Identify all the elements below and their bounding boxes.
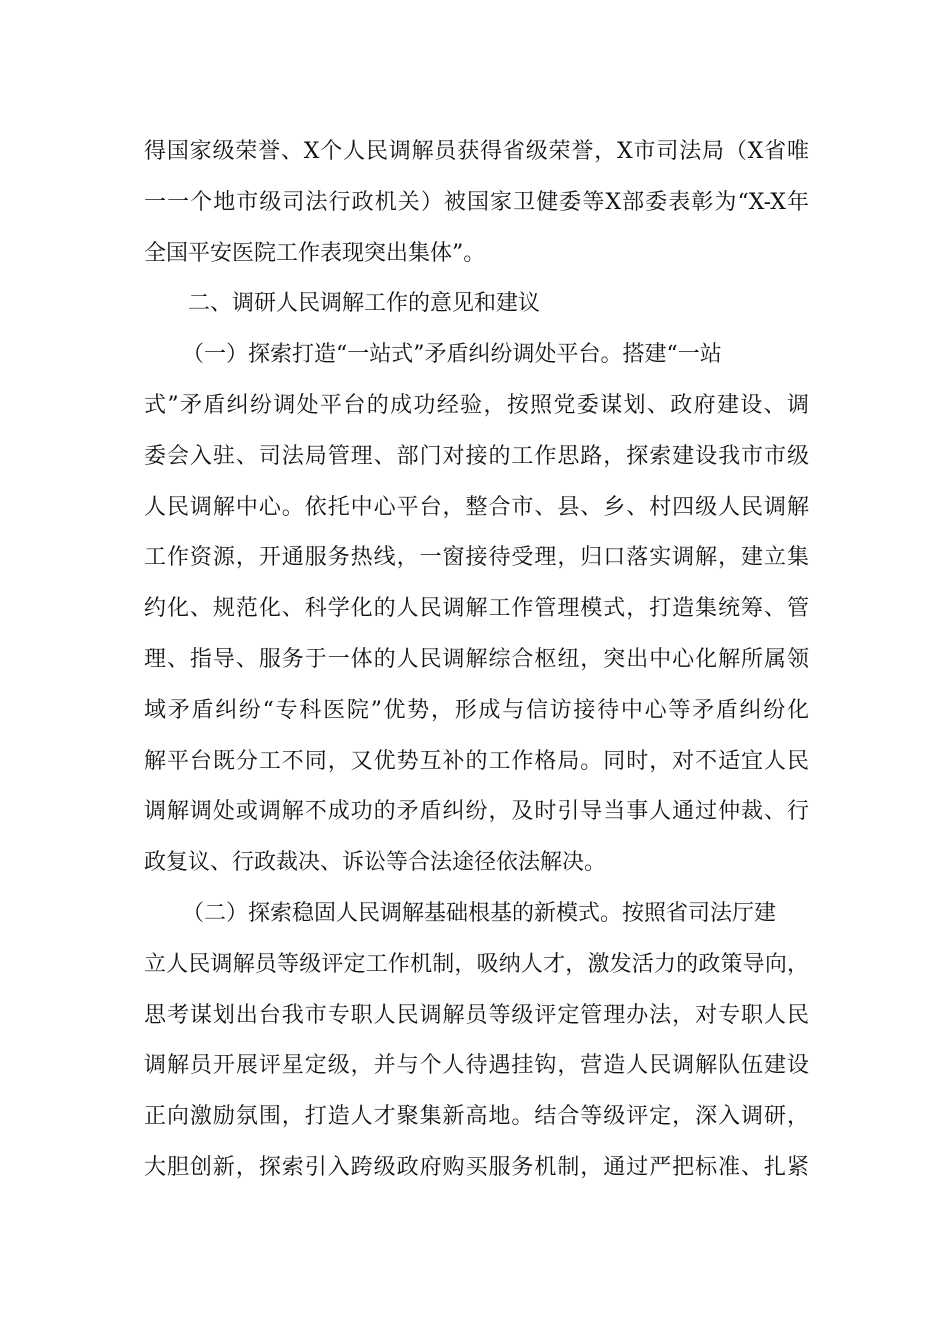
paragraph-line: 思考谋划出台我市专职人民调解员等级评定管理办法，对专职人民 <box>144 1002 809 1028</box>
paragraph-line: 政复议、行政裁决、诉讼等合法途径依法解决。 <box>144 850 607 876</box>
paragraph-line: 大胆创新，探索引入跨级政府购买服务机制，通过严把标准、扎紧 <box>144 1154 809 1180</box>
paragraph-line: 约化、规范化、科学化的人民调解工作管理模式，打造集统筹、管 <box>144 596 809 622</box>
paragraph-line: 解平台既分工不同，又优势互补的工作格局。同时，对不适宜人民 <box>144 748 809 774</box>
paragraph-line: 人民调解中心。依托中心平台，整合市、县、乡、村四级人民调解 <box>144 494 809 520</box>
paragraph-line: 得国家级荣誉、X个人民调解员获得省级荣誉，X市司法局（X省唯 <box>144 139 809 164</box>
paragraph-line: 式”矛盾纠纷调处平台的成功经验，按照党委谋划、政府建设、调 <box>144 392 809 418</box>
paragraph-line: 全国平安医院工作表现突出集体”。 <box>144 240 486 266</box>
subsection-heading-line: （二）探索稳固人民调解基础根基的新模式。按照省司法厅建 <box>182 900 777 926</box>
subsection-heading-line: （一）探索打造“一站式”矛盾纠纷调处平台。搭建“一站 <box>182 342 722 368</box>
paragraph-line: 正向激励氛围，打造人才聚集新高地。结合等级评定，深入调研， <box>144 1104 809 1130</box>
paragraph-line: 调解调处或调解不成功的矛盾纠纷，及时引导当事人通过仲裁、行 <box>144 799 809 825</box>
paragraph-line: 理、指导、服务于一体的人民调解综合枢纽，突出中心化解所属领 <box>144 646 809 672</box>
paragraph-line: 立人民调解员等级评定工作机制，吸纳人才，激发活力的政策导向， <box>144 951 809 977</box>
section-heading: 二、调研人民调解工作的意见和建议 <box>188 291 541 317</box>
paragraph-line: 调解员开展评星定级，并与个人待遇挂钩，营造人民调解队伍建设 <box>144 1053 809 1079</box>
document-body <box>144 127 809 1194</box>
paragraph-line: 工作资源，开通服务热线，一窗接待受理，归口落实调解，建立集 <box>144 545 809 571</box>
paragraph-line: 委会入驻、司法局管理、部门对接的工作思路，探索建设我市市级 <box>144 443 809 469</box>
paragraph-line: 一一个地市级司法行政机关）被国家卫健委等X部委表彰为“X-X年 <box>144 189 809 215</box>
paragraph-line: 域矛盾纠纷“专科医院”优势，形成与信访接待中心等矛盾纠纷化 <box>144 697 809 723</box>
